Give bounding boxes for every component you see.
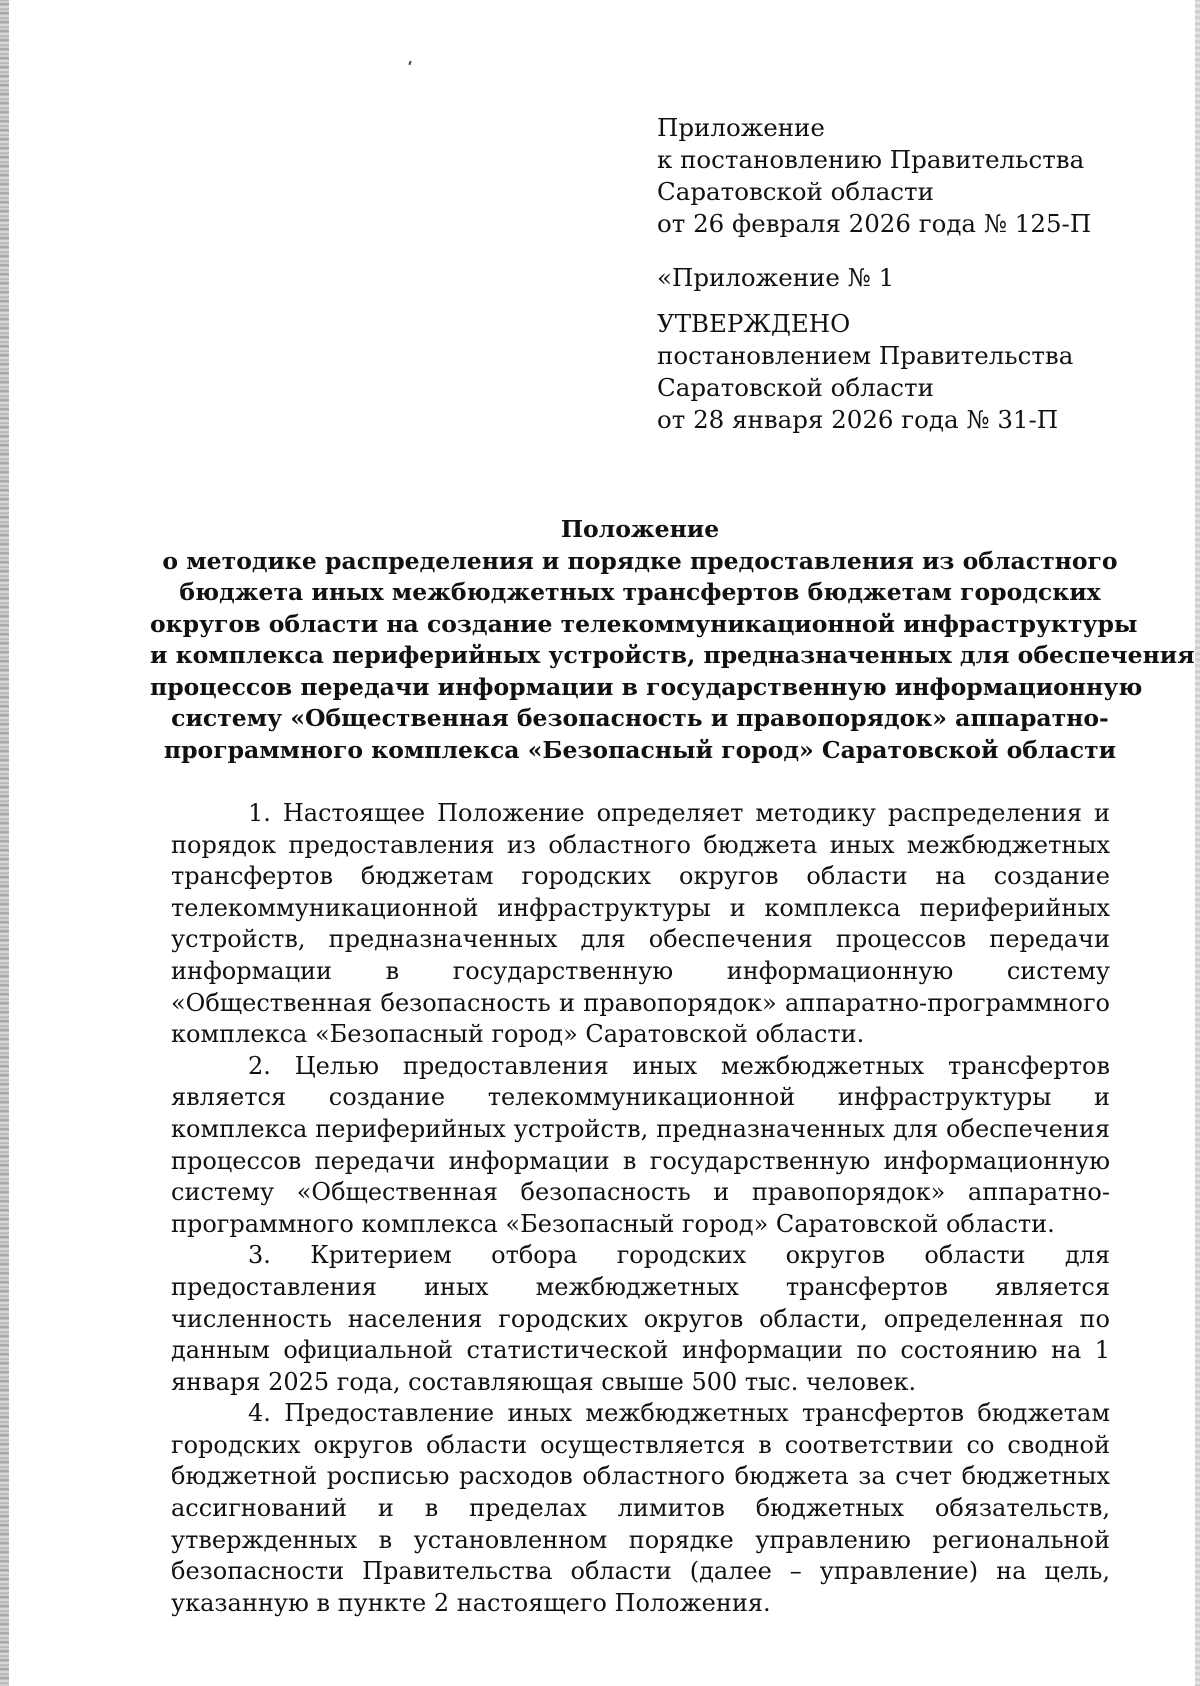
title-line: и комплекса периферийных устройств, предназначенных для обеспечения — [150, 641, 1195, 669]
scan-speck — [408, 61, 411, 65]
resolution-date-line: от 26 февраля 2026 года № 125-П — [657, 209, 1092, 238]
quoted-appendix-line: «Приложение № 1 — [657, 263, 895, 292]
appendix-label: Приложение — [657, 113, 825, 142]
approval-block — [657, 112, 1091, 436]
original-date-line: от 28 января 2026 года № 31-П — [657, 405, 1059, 434]
title-line: округов области на создание телекоммуникационной инфраструктуры — [150, 609, 1138, 638]
approved-stamp-text: УТВЕРЖДЕНО — [657, 309, 851, 338]
region-line-2: Саратовской области — [657, 373, 934, 402]
document-body — [171, 798, 1110, 1619]
paragraph-2: 2. Целью предоставления иных межбюджетных трансфертов является создание телекоммуникационной инфраструктуры и комплекса периферийных устройств, предназначенных для обеспечения процессов передачи информации в государственную информационную систему «Общественная безопасность и правопорядок» аппаратно-программного комплекса «Безопасный город» Саратовской области. — [171, 1051, 1110, 1238]
title-heading: Положение — [560, 515, 720, 543]
title-line: процессов передачи информации в государственную информационную — [150, 672, 1143, 701]
title-line: о методике распределения и порядке предоставления из областного — [162, 546, 1118, 575]
document-title — [150, 514, 1195, 766]
paragraph-1: 1. Настоящее Положение определяет методику распределения и порядок предоставления из областного бюджета иных межбюджетных трансфертов бюджетам городских округов области на создание телекоммуникационной инфраструктуры и комплекса периферийных устройств, предназначенных для обеспечения процессов передачи информации в государственную информационную систему «Общественная безопасность и правопорядок» аппаратно-программного комплекса «Безопасный город» Саратовской области. — [171, 799, 1110, 1049]
by-resolution-line: постановлением Правительства — [657, 341, 1074, 370]
title-line: программного комплекса «Безопасный город» Саратовской области — [163, 735, 1117, 764]
title-line: бюджета иных межбюджетных трансфертов бюджетам городских — [179, 578, 1101, 606]
to-resolution-line: к постановлению Правительства — [657, 145, 1085, 174]
region-line: Саратовской области — [657, 177, 934, 206]
scan-edge-left — [0, 0, 9, 1686]
title-line: систему «Общественная безопасность и правопорядок» аппаратно- — [171, 704, 1109, 732]
paragraph-3: 3. Критерием отбора городских округов области для предоставления иных межбюджетных трансфертов является численность населения городских округов области, определенная по данным официальной статистической информации по состоянию на 1 января 2025 года, составляющая свыше 500 тыс. человек. — [171, 1241, 1110, 1396]
scan-edge-right — [1195, 0, 1200, 1686]
paragraph-4: 4. Предоставление иных межбюджетных трансфертов бюджетам городских округов области осуществляется в соответствии со сводной бюджетной росписью расходов областного бюджета за счет бюджетных ассигнований и в пределах лимитов бюджетных обязательств, утвержденных в установленном порядке управлению региональной безопасности Правительства области (далее – управление) на цель, указанную в пункте 2 настоящего Положения. — [171, 1399, 1110, 1617]
